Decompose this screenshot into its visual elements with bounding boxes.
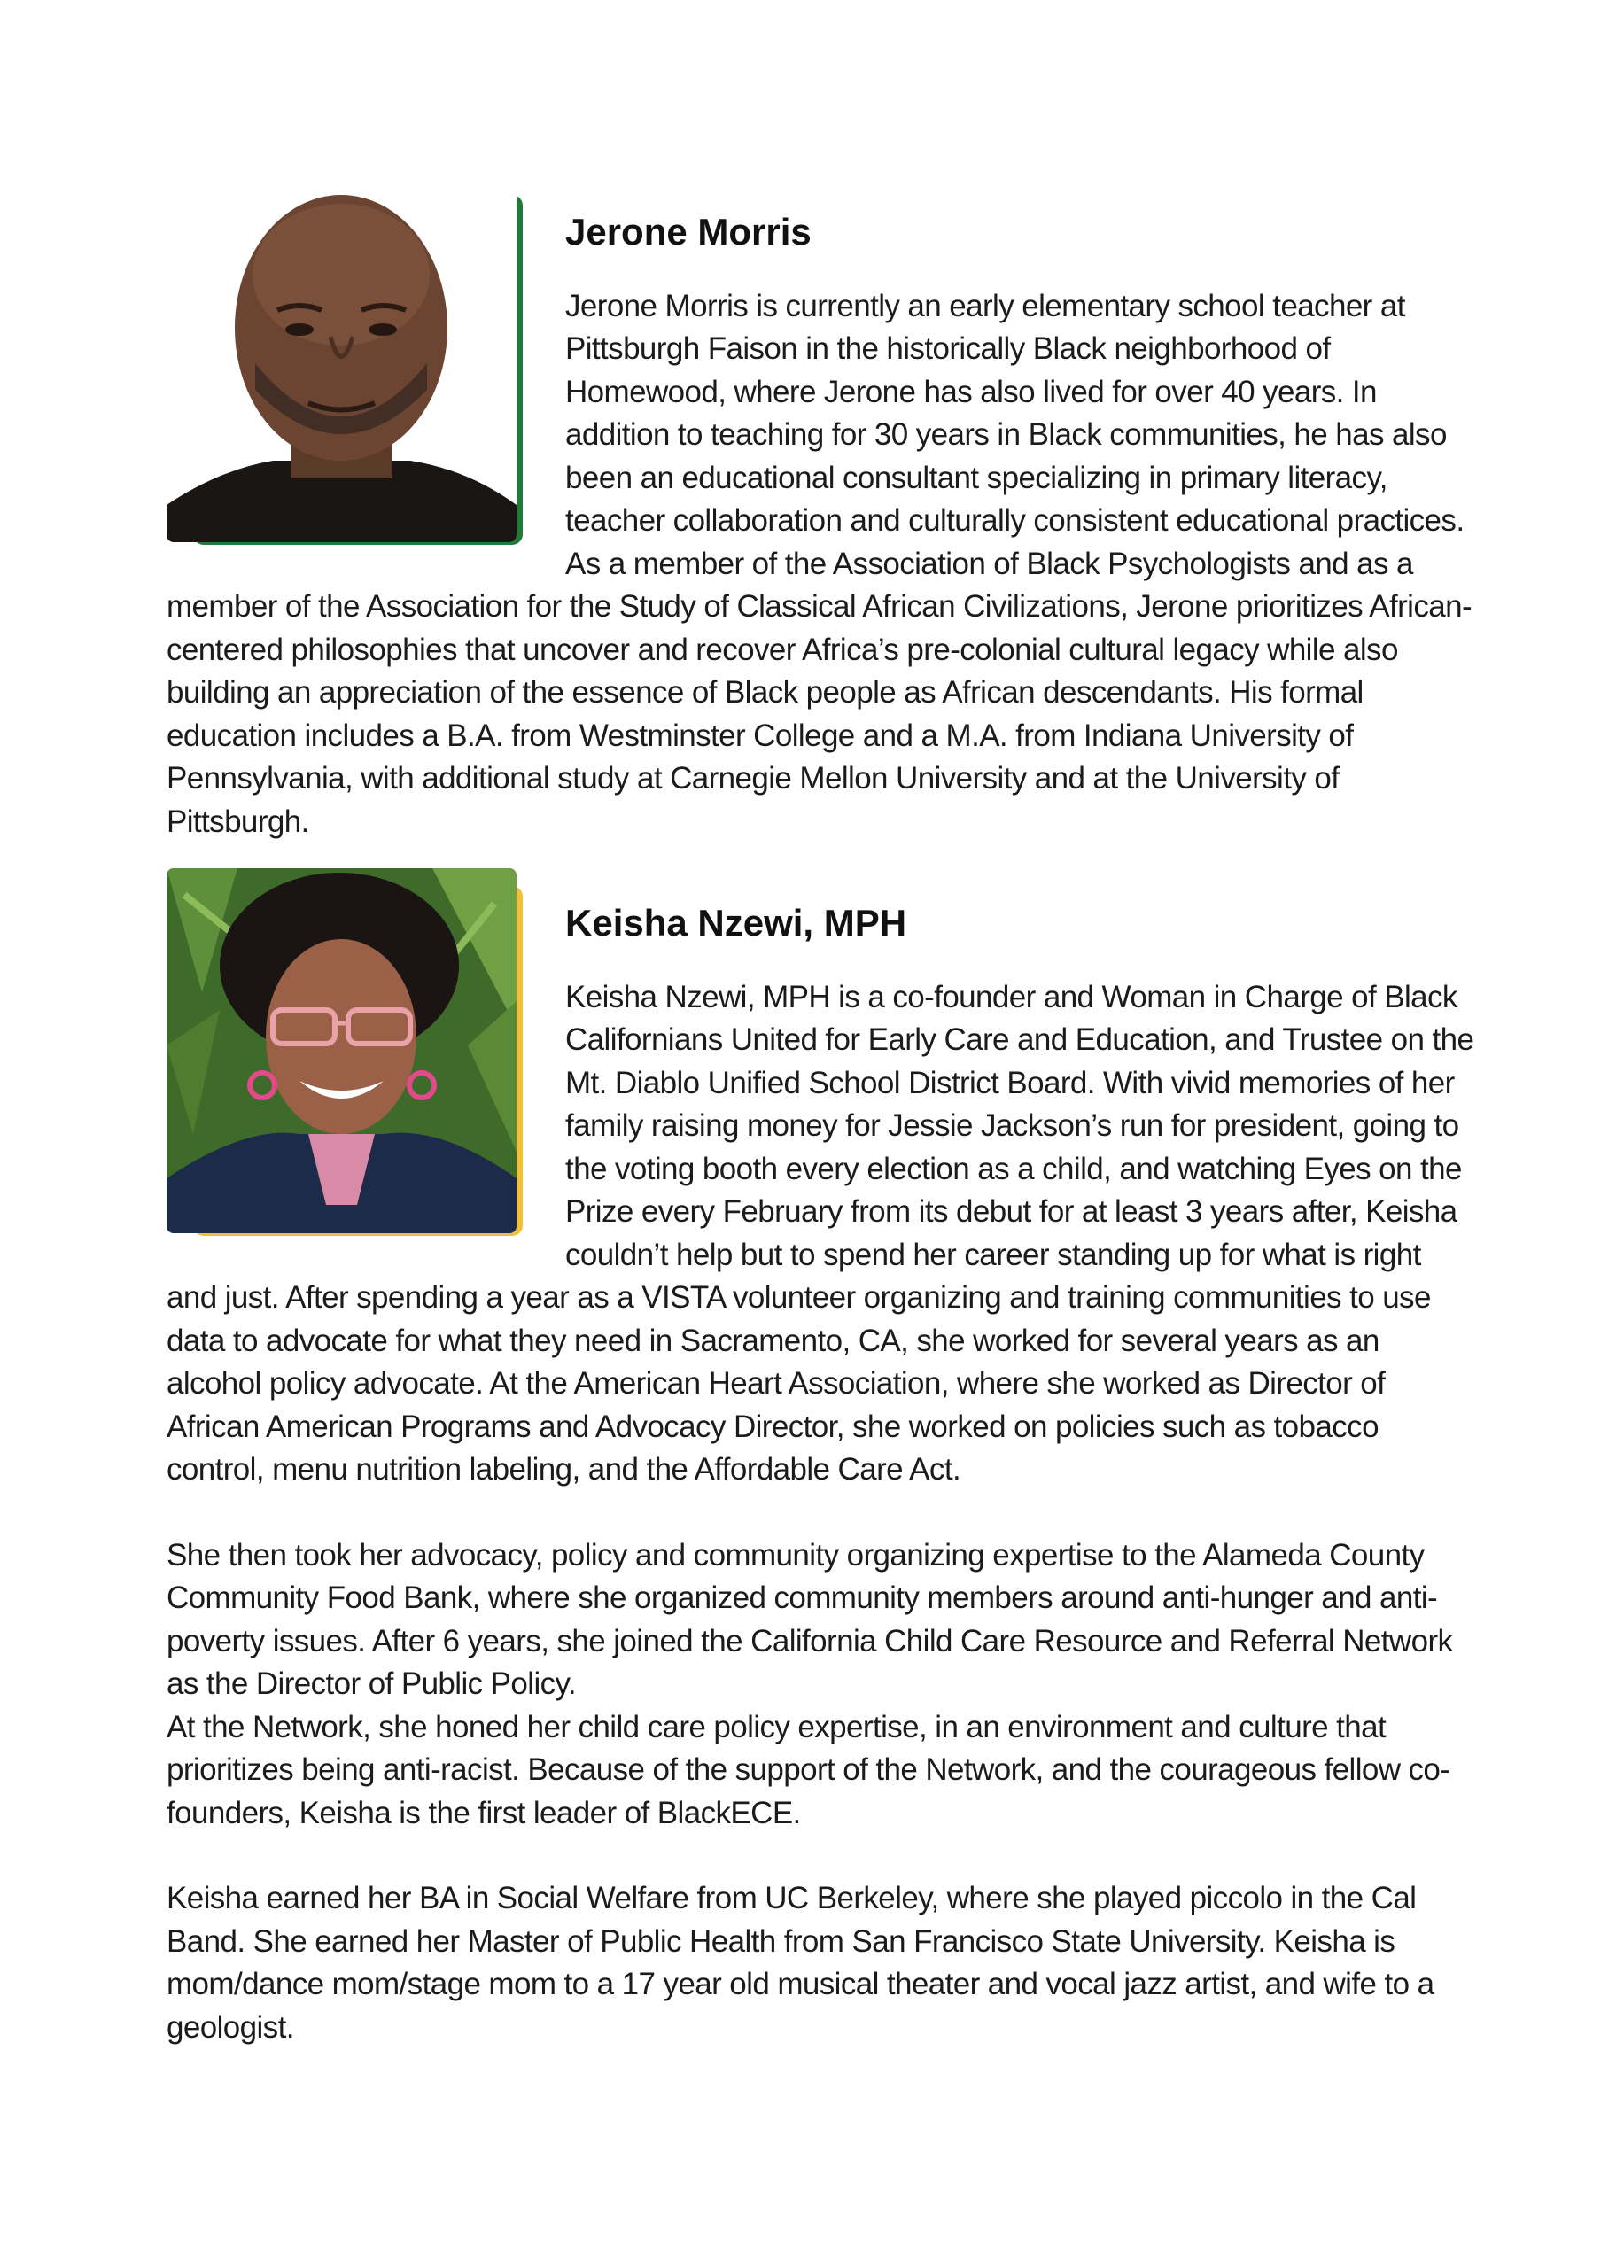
bio-paragraph: Jerone Morris is currently an early elementary school teacher at Pittsburgh Faison in the historically Black neighborhood of Homewood, where Jerone has also lived for over 40 years. In addition to teaching for 30 years in Black communities, he has also been an educational consultant specializing in primary literacy, teacher collaboration and culturally consistent educational practices. As a member of the Association of Black Psychologists and as a member of the Association for the Study of Classical African Civilizations, Jerone prioritizes African-centered philosophies that uncover and recover Africa’s pre-colonial cultural legacy while also building an appreciation of the essence of Black people as African descendants. His formal education includes a B.A. from Westminster College and a M.A. from Indiana University of Pennsylvania, with additional study at Carnegie Mellon University and at the University of Pittsburgh. — [167, 288, 1472, 839]
bio-jerone-morris — [167, 177, 1478, 843]
portrait-woman-photo — [167, 868, 517, 1233]
person-name: Jerone Morris — [565, 210, 812, 252]
person-name: Keisha Nzewi, MPH — [565, 901, 907, 944]
portrait-man-photo — [167, 177, 517, 542]
bio-paragraph: She then took her advocacy, policy and community organizing expertise to the Alameda County Community Food Bank, where she organized community members around anti-hunger and anti-poverty issues. After 6 years, she joined the California Child Care Resource and Referral Network as the Director of Public Policy. — [167, 1537, 1453, 1702]
bio-keisha-nzewi — [167, 868, 1478, 2049]
photo-frame — [167, 868, 521, 1236]
bio-paragraph: Keisha Nzewi, MPH is a co-founder and Woman in Charge of Black Californians United for Early Care and Education, and Trustee on the Mt. Diablo Unified School District Board. With vivid memories of her family raising money for Jessie Jackson’s run for president, going to the voting booth every election as a child, and watching Eyes on the Prize every February from its debut for at least 3 years after, Keisha couldn’t help but to spend her career standing up for what is right and just. After spending a year as a VISTA volunteer organizing and training communities to use data to advocate for what they need in Sacramento, CA, she worked for several years as an alcohol policy advocate. At the American Heart Association, where she worked as Director of African American Programs and Advocacy Director, she worked on policies such as tobacco control, menu nutrition labeling, and the Affordable Care Act. — [167, 979, 1474, 1487]
bio-paragraph: Keisha earned her BA in Social Welfare from UC Berkeley, where she played piccolo in the Cal Band. She earned her Master of Public Health from San Francisco State University. Keisha is mom/dance mom/stage mom to a 17 year old musical theater and vocal jazz artist, and wife to a geologist. — [167, 1881, 1434, 2045]
photo-frame — [167, 177, 521, 545]
bio-paragraph: At the Network, she honed her child care policy expertise, in an environment and culture that prioritizes being anti-racist. Because of the support of the Network, and the courageous fellow co-founders, Keisha is the first leader of BlackECE. — [167, 1709, 1450, 1830]
